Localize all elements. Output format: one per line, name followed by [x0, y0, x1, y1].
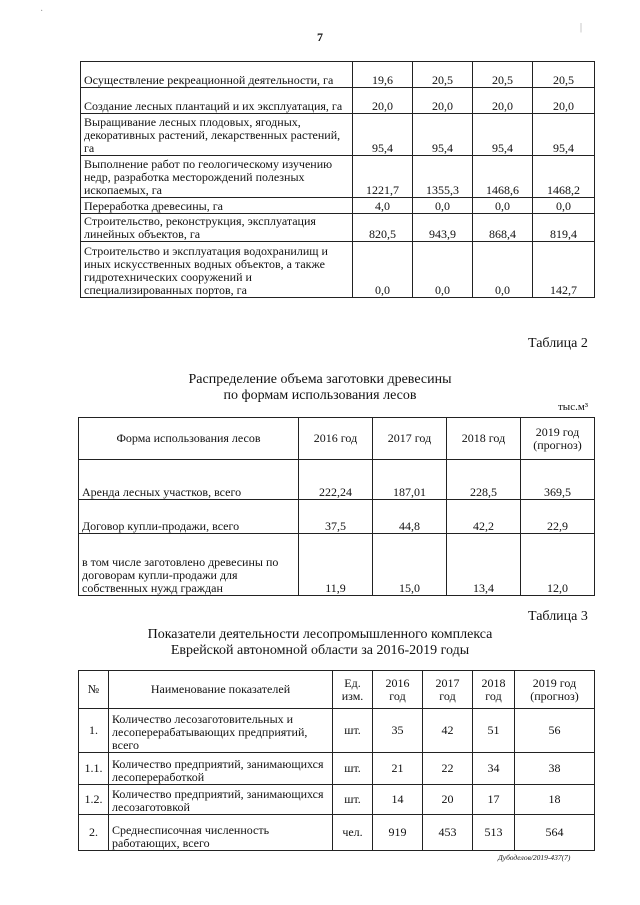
column-header: 2017 год	[423, 671, 473, 709]
column-header: 2018 год	[473, 671, 515, 709]
value-cell: 0,0	[413, 242, 473, 298]
column-header: 2016 год	[373, 671, 423, 709]
value-cell: 4,0	[353, 198, 413, 214]
table-row	[79, 815, 595, 851]
value-cell: 14	[373, 785, 423, 815]
value-cell: 453	[423, 815, 473, 851]
value-cell: 22,9	[521, 500, 595, 534]
column-header: 2019 год (прогноз)	[521, 418, 595, 460]
value-cell: 819,4	[533, 214, 595, 242]
row-unit: шт.	[333, 709, 373, 753]
table2-title-line1: Распределение объема заготовки древесины	[188, 372, 452, 387]
value-cell: 13,4	[447, 534, 521, 596]
value-cell: 1221,7	[353, 156, 413, 198]
table2-units: тыс.м³	[558, 401, 589, 413]
value-cell: 222,24	[299, 460, 373, 500]
row-number: 1.2.	[79, 785, 109, 815]
value-cell: 95,4	[413, 114, 473, 156]
row-label: Количество предприятий, занимающихся лесопереработкой	[109, 753, 333, 785]
row-label: Выращивание лесных плодовых, ягодных, декоративных растений, лекарственных растений, га	[81, 114, 353, 156]
row-label: Строительство, реконструкция, эксплуатация линейных объектов, га	[81, 214, 353, 242]
value-cell: 11,9	[299, 534, 373, 596]
row-label: Среднесписочная численность работающих, всего	[109, 815, 333, 851]
column-header: 2016 год	[299, 418, 373, 460]
table-row	[79, 709, 595, 753]
value-cell: 18	[515, 785, 595, 815]
value-cell: 19,6	[353, 62, 413, 88]
row-unit: шт.	[333, 753, 373, 785]
row-number: 1.1.	[79, 753, 109, 785]
timber-harvest-table	[78, 417, 595, 596]
value-cell: 0,0	[533, 198, 595, 214]
page-number: 7	[317, 30, 323, 44]
value-cell: 20,5	[413, 62, 473, 88]
column-header: 2019 год (прогноз)	[515, 671, 595, 709]
land-use-table	[80, 61, 595, 298]
value-cell: 1468,6	[473, 156, 533, 198]
value-cell: 42	[423, 709, 473, 753]
row-label: Выполнение работ по геологическому изучению недр, разработка месторождений полезных ископаемых, га	[81, 156, 353, 198]
value-cell: 228,5	[447, 460, 521, 500]
column-header: 2017 год	[373, 418, 447, 460]
row-label: Осуществление рекреационной деятельности, га	[81, 62, 353, 88]
row-number: 1.	[79, 709, 109, 753]
value-cell: 20	[423, 785, 473, 815]
column-header: 2018 год	[447, 418, 521, 460]
table-row	[79, 534, 595, 596]
column-header: Ед. изм.	[333, 671, 373, 709]
table-row	[81, 156, 595, 198]
value-cell: 0,0	[473, 242, 533, 298]
row-label: Договор купли-продажи, всего	[79, 500, 299, 534]
table2-label: Таблица 2	[528, 336, 588, 351]
value-cell: 21	[373, 753, 423, 785]
column-header: Наименование показателей	[109, 671, 333, 709]
scan-mark-line: |	[580, 22, 583, 33]
footer-doc-code: Дубоделов/2019-437(7)	[498, 853, 571, 862]
column-header: №	[79, 671, 109, 709]
column-header: Форма использования лесов	[79, 418, 299, 460]
value-cell: 943,9	[413, 214, 473, 242]
row-label: Аренда лесных участков, всего	[79, 460, 299, 500]
table-row	[81, 88, 595, 114]
value-cell: 142,7	[533, 242, 595, 298]
table3-title-line2: Еврейской автономной области за 2016-2019 годы	[170, 643, 470, 658]
value-cell: 20,5	[533, 62, 595, 88]
value-cell: 0,0	[353, 242, 413, 298]
value-cell: 868,4	[473, 214, 533, 242]
table-row	[81, 62, 595, 88]
table-row	[81, 242, 595, 298]
value-cell: 369,5	[521, 460, 595, 500]
value-cell: 820,5	[353, 214, 413, 242]
row-label: Создание лесных плантаций и их эксплуатация, га	[81, 88, 353, 114]
row-label: Количество предприятий, занимающихся лесозаготовкой	[109, 785, 333, 815]
value-cell: 12,0	[521, 534, 595, 596]
forest-industry-table	[78, 670, 595, 851]
value-cell: 20,0	[353, 88, 413, 114]
table-row	[81, 214, 595, 242]
value-cell: 513	[473, 815, 515, 851]
value-cell: 95,4	[353, 114, 413, 156]
row-label: Количество лесозаготовительных и лесоперерабатывающих предприятий, всего	[109, 709, 333, 753]
value-cell: 38	[515, 753, 595, 785]
table-row	[81, 198, 595, 214]
value-cell: 34	[473, 753, 515, 785]
value-cell: 20,0	[413, 88, 473, 114]
value-cell: 42,2	[447, 500, 521, 534]
value-cell: 95,4	[473, 114, 533, 156]
value-cell: 15,0	[373, 534, 447, 596]
value-cell: 564	[515, 815, 595, 851]
value-cell: 20,0	[473, 88, 533, 114]
value-cell: 22	[423, 753, 473, 785]
value-cell: 51	[473, 709, 515, 753]
row-label: Строительство и эксплуатация водохранилищ и иных искусственных водных объектов, а также гидротехнических сооружений и специализированных портов, га	[81, 242, 353, 298]
table2-title-line2: по формам использования лесов	[223, 388, 417, 403]
table-row	[81, 114, 595, 156]
table-row	[79, 500, 595, 534]
row-label: Переработка древесины, га	[81, 198, 353, 214]
value-cell: 187,01	[373, 460, 447, 500]
value-cell: 44,8	[373, 500, 447, 534]
table-row	[79, 785, 595, 815]
value-cell: 17	[473, 785, 515, 815]
scan-mark-dot: ·	[40, 6, 44, 17]
table3-label: Таблица 3	[528, 609, 588, 624]
row-unit: чел.	[333, 815, 373, 851]
row-label: в том числе заготовлено древесины по договорам купли-продажи для собственных нужд граждан	[79, 534, 299, 596]
value-cell: 37,5	[299, 500, 373, 534]
row-unit: шт.	[333, 785, 373, 815]
table-row	[79, 460, 595, 500]
value-cell: 0,0	[473, 198, 533, 214]
value-cell: 20,0	[533, 88, 595, 114]
row-number: 2.	[79, 815, 109, 851]
value-cell: 35	[373, 709, 423, 753]
value-cell: 56	[515, 709, 595, 753]
value-cell: 919	[373, 815, 423, 851]
table-row	[79, 753, 595, 785]
value-cell: 1355,3	[413, 156, 473, 198]
value-cell: 20,5	[473, 62, 533, 88]
value-cell: 1468,2	[533, 156, 595, 198]
value-cell: 0,0	[413, 198, 473, 214]
table3-title-line1: Показатели деятельности лесопромышленного комплекса	[147, 627, 493, 642]
value-cell: 95,4	[533, 114, 595, 156]
